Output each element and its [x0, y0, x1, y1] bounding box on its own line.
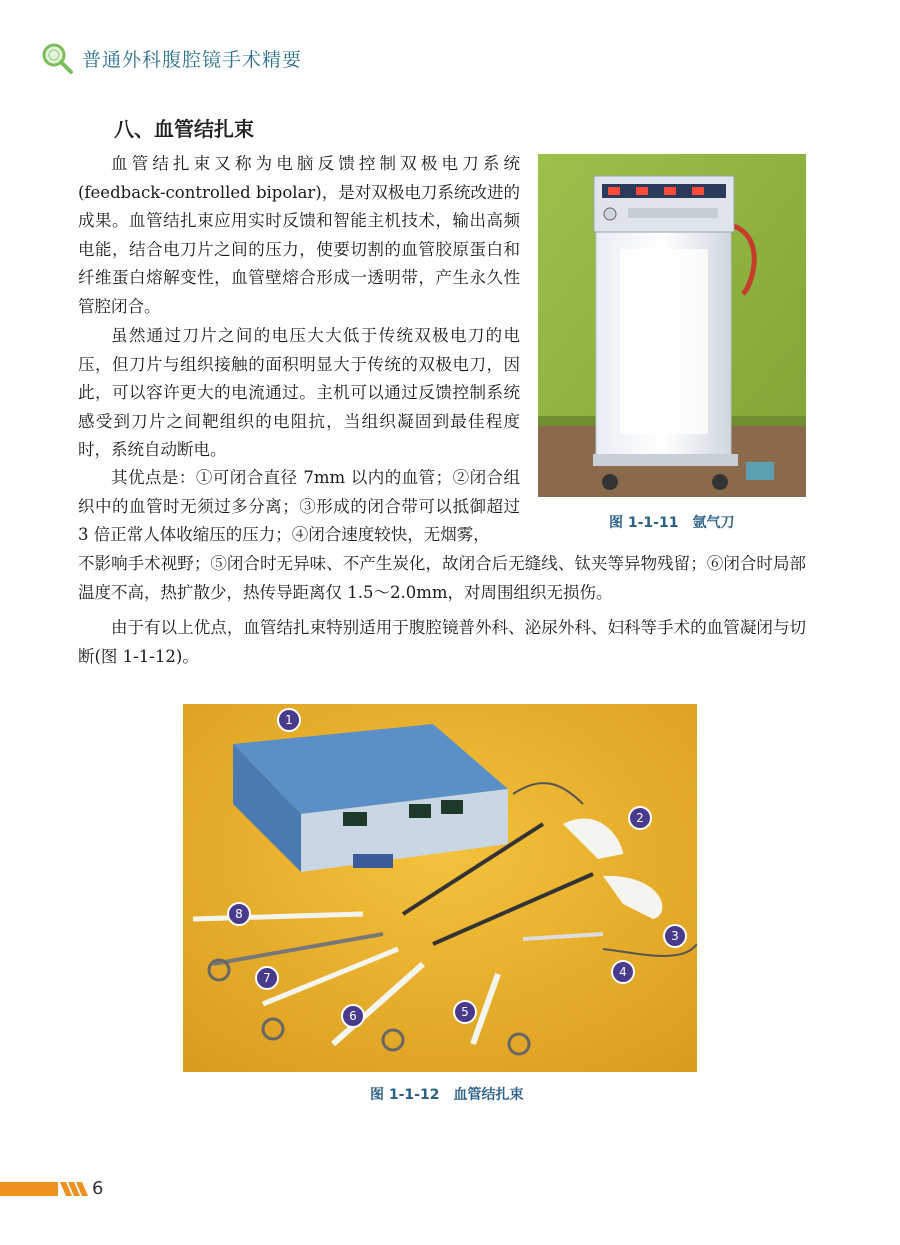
magnifier-icon: [40, 41, 74, 75]
figure-label-4: 4: [611, 960, 635, 984]
figure-title: 氩气刀: [692, 515, 735, 531]
figure-label-3: 3: [663, 924, 687, 948]
argon-knife-photo: [538, 154, 806, 497]
paragraph-4: 由于有以上优点，血管结扎束特别适用于腹腔镜普外科、泌尿外科、妇科等手术的血管凝闭与切断(图 1-1-12)。: [78, 618, 806, 666]
figure-label-6: 6: [341, 1004, 365, 1028]
figure-label-8: 8: [227, 902, 251, 926]
section-title: 八、血管结扎束: [114, 117, 254, 141]
page-number: 6: [92, 1178, 104, 1199]
paragraph-2: 虽然通过刀片之间的电压大大低于传统双极电刀的电压，但刀片与组织接触的面积明显大于传统的双极电刀，因此，可以容许更大的电流通过。主机可以通过反馈控制系统感受到刀片之间靶组织的电阻抗，当组织凝固到最佳程度时，系统自动断电。: [78, 326, 520, 459]
figure-1-1-11-caption: [609, 512, 734, 532]
figure-number: 图 1-1-12: [370, 1087, 440, 1103]
figure-1-1-12-caption: [370, 1084, 523, 1104]
figure-label-2: 2: [628, 806, 652, 830]
footer-accent-bar: [0, 1178, 90, 1200]
running-header: [40, 38, 302, 78]
paragraph-3b: 不影响手术视野；⑤闭合时无异味、不产生炭化，故闭合后无缝线、钛夹等异物残留；⑥闭合时局部温度不高，热扩散少，热传导距离仅 1.5～2.0mm，对周围组织无损伤。: [78, 554, 806, 602]
figure-number: 图 1-1-11: [609, 515, 679, 531]
paragraph-3a: 其优点是：①可闭合直径 7mm 以内的血管；②闭合组织中的血管时无须过多分离；③形成的闭合带可以抵御超过 3 倍正常人体收缩压的压力；④闭合速度较快，无烟雾，: [78, 468, 520, 544]
figure-label-7: 7: [255, 966, 279, 990]
vessel-sealing-photo: [183, 704, 697, 1072]
book-title: 普通外科腹腔镜手术精要: [82, 48, 303, 71]
paragraph-1: 血管结扎束又称为电脑反馈控制双极电刀系统(feedback-controlled bipolar)，是对双极电刀系统改进的成果。血管结扎束应用实时反馈和智能主机技术，输出高频电能，结合电刀片之间的压力，使要切割的血管胶原蛋白和纤维蛋白熔解变性，血管壁熔合形成一透明带，产生永久性管腔闭合。: [78, 154, 520, 316]
figure-label-5: 5: [453, 1000, 477, 1024]
figure-title: 血管结扎束: [453, 1087, 524, 1103]
figure-label-1: 1: [277, 708, 301, 732]
